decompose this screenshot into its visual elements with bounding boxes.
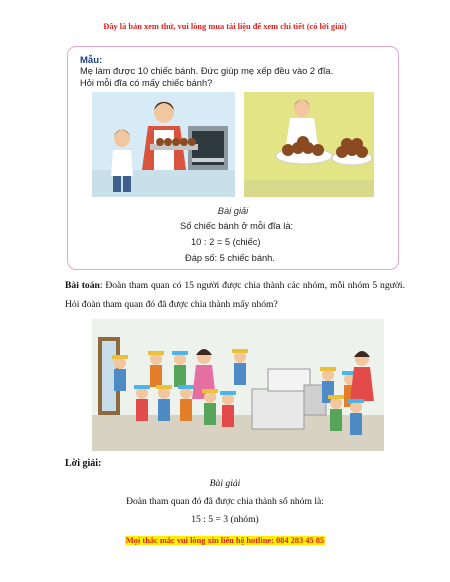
sample-solution-line-3: Đáp số: 5 chiếc bánh. bbox=[185, 253, 275, 263]
sample-problem-line-2: Hỏi mỗi đĩa có mấy chiếc bánh? bbox=[80, 78, 213, 88]
sample-label: Mẫu: bbox=[80, 55, 103, 66]
problem-text: : Đoàn tham quan có 15 người được chia thành các nhóm, mỗi nhóm 5 người. Hỏi đoàn tham quan đó đã được chia thành mấy nhóm? bbox=[65, 280, 405, 310]
answer-title: Bài giải bbox=[209, 478, 241, 489]
sample-solution-title: Bài giải bbox=[217, 206, 249, 216]
tour-group-illustration bbox=[92, 319, 384, 451]
problem-paragraph bbox=[65, 276, 405, 314]
hotline-text: Mọi thắc mắc vui lòng xin liên hệ hotline: 084 283 45 85 bbox=[125, 536, 325, 545]
problem-label: Bài toán bbox=[65, 280, 100, 291]
preview-notice-banner: Đây là bản xem thử, vui lòng mua tài liệu để xem chi tiết (có lời giải) bbox=[103, 22, 347, 31]
plates-illustration bbox=[244, 92, 374, 197]
answer-line-1: Đoàn tham quan đó đã được chia thành số nhóm là: bbox=[126, 496, 324, 507]
sample-solution-line-1: Số chiếc bánh ở mỗi đĩa là: bbox=[180, 221, 294, 231]
answer-line-2: 15 : 5 = 3 (nhóm) bbox=[191, 514, 259, 525]
sample-box bbox=[67, 46, 399, 270]
sample-solution-line-2: 10 : 2 = 5 (chiếc) bbox=[191, 237, 261, 247]
hotline-banner bbox=[0, 536, 450, 545]
kitchen-illustration bbox=[92, 92, 235, 197]
answer-heading: Lời giải: bbox=[65, 458, 102, 469]
sample-problem-line-1: Mẹ làm được 10 chiếc bánh. Đức giúp mẹ xếp đều vào 2 đĩa. bbox=[80, 66, 334, 76]
